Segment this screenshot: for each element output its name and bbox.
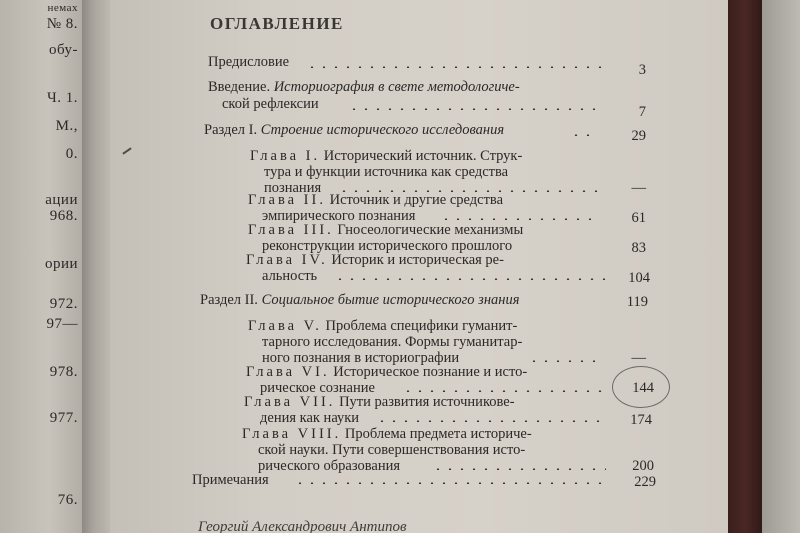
left-line: 978. — [49, 364, 78, 380]
page-number: 104 — [628, 270, 650, 286]
leader-dots — [570, 134, 598, 136]
entry-label: Раздел II. — [200, 292, 258, 308]
toc-chapter-4 — [246, 252, 504, 268]
left-line: обу- — [48, 42, 78, 58]
leader-dots — [306, 66, 606, 68]
chapter-title-cont: тура и функции источника как средства — [264, 164, 509, 180]
page-number: 174 — [630, 412, 652, 428]
page-number: 3 — [638, 62, 646, 78]
entry-title: Строение исторического исследования — [260, 122, 505, 138]
chapter-title-cont: реконструкции исторического прошлого — [262, 238, 513, 254]
toc-entry-preface: Предисловие — [208, 54, 290, 70]
leader-dots — [402, 390, 602, 392]
page-number: 229 — [634, 474, 656, 490]
chapter-title: Историк и историческая ре- — [331, 252, 504, 268]
chapter-title-cont: ного познания в историографии — [262, 350, 460, 366]
chapter-label: Глава III. — [248, 222, 334, 238]
pencil-circle — [612, 366, 670, 408]
chapter-title: Проблема специфики гуманит- — [325, 318, 518, 334]
chapter-title-cont: тарного исследования. Формы гуманитар- — [262, 334, 523, 350]
toc-chapter-6 — [246, 364, 527, 380]
leader-dots — [348, 108, 604, 110]
chapter-title-cont: рическое сознание — [260, 380, 375, 396]
toc-chapter-8 — [242, 426, 532, 442]
left-line: ории — [44, 256, 78, 272]
toc-entry-intro — [208, 79, 520, 95]
entry-title: Социальное бытие исторического знания — [261, 292, 520, 308]
entry-label: Введение. — [208, 79, 271, 95]
leader-dots — [440, 218, 600, 220]
left-line: 972. — [49, 296, 78, 312]
page-number: — — [631, 350, 646, 366]
chapter-title: Гносеологические механизмы — [337, 222, 524, 238]
chapter-title-cont: эмпирического познания — [262, 208, 416, 224]
chapter-title-cont: альность — [262, 268, 318, 284]
background-surface — [762, 0, 800, 533]
entry-label: Раздел I. — [204, 122, 258, 138]
leader-dots — [432, 468, 606, 470]
chapter-label: Глава II. — [248, 192, 326, 208]
toc-section-1 — [204, 122, 504, 138]
toc-section-2 — [200, 292, 519, 308]
left-line: № 8. — [46, 16, 78, 32]
chapter-title-cont: ской науки. Пути совершенствования исто- — [258, 442, 526, 458]
chapter-title: Проблема предмета историче- — [344, 426, 532, 442]
toc-chapter-2 — [248, 192, 503, 208]
chapter-title-cont: рического образования — [258, 458, 401, 474]
page-number: 83 — [631, 240, 646, 256]
entry-title-cont: ской рефлексии — [222, 96, 319, 112]
book-gutter — [82, 0, 110, 533]
entry-title: Историография в свете методологиче- — [273, 79, 520, 95]
left-line: 977. — [49, 410, 78, 426]
chapter-label: Глава IV. — [246, 252, 328, 268]
author-name-cut: Георгий Александрович Антипов — [198, 519, 407, 533]
left-line: 968. — [49, 208, 78, 224]
toc-chapter-7 — [244, 394, 515, 410]
left-line: 76. — [57, 492, 78, 508]
left-line: 97— — [46, 316, 78, 332]
chapter-label: Глава I. — [250, 148, 321, 164]
pencil-mark — [122, 147, 131, 154]
chapter-label: Глава VII. — [244, 394, 336, 410]
left-line: 0. — [65, 146, 78, 162]
toc-chapter-1 — [250, 148, 522, 164]
toc-chapter-3 — [248, 222, 523, 238]
leader-dots — [376, 420, 604, 422]
chapter-title: Пути развития источникове- — [339, 394, 515, 410]
page-number-circled: 144 — [632, 380, 654, 396]
left-line: М., — [55, 118, 78, 134]
page-number: — — [631, 180, 646, 196]
chapter-label: Глава V. — [248, 318, 322, 334]
left-line: Ч. 1. — [47, 90, 78, 106]
toc-heading: ОГЛАВЛЕНИЕ — [210, 14, 344, 33]
chapter-title: Источник и другие средства — [329, 192, 504, 208]
toc-entry-notes: Примечания — [192, 472, 269, 488]
chapter-title-cont: познания — [264, 180, 322, 196]
chapter-title-cont: дения как науки — [260, 410, 360, 426]
page-number: 119 — [626, 294, 648, 310]
book-cover-edge — [728, 0, 762, 533]
leader-dots — [334, 278, 606, 280]
page-number: 7 — [638, 104, 646, 120]
page-number: 200 — [632, 458, 654, 474]
left-page — [0, 0, 82, 533]
chapter-label: Глава VI. — [246, 364, 330, 380]
left-line: ации — [45, 192, 78, 208]
page-number: 29 — [631, 128, 646, 144]
chapter-title: Историческое познание и исто- — [333, 364, 528, 380]
chapter-label: Глава VIII. — [242, 426, 342, 442]
toc-page — [110, 0, 728, 533]
page-number: 61 — [631, 210, 646, 226]
chapter-title: Исторический источник. Струк- — [323, 148, 523, 164]
toc-chapter-5 — [248, 318, 517, 334]
left-line: немах — [47, 2, 78, 14]
leader-dots — [294, 482, 606, 484]
leader-dots — [528, 360, 600, 362]
